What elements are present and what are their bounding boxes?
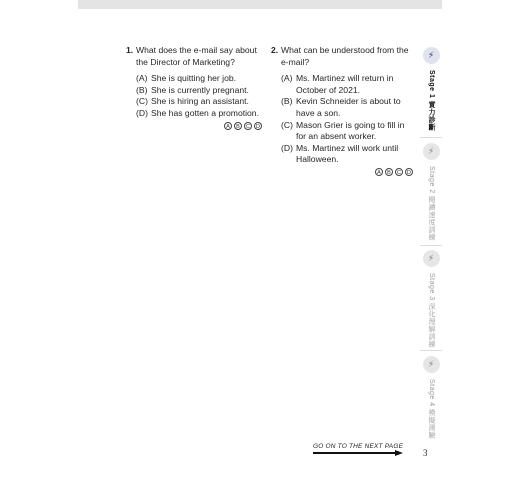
option-letter: (D) bbox=[136, 107, 148, 118]
tab-stage-3[interactable] bbox=[420, 250, 442, 348]
option-text: She is quitting her job. bbox=[151, 73, 237, 84]
option-list bbox=[126, 73, 260, 119]
option-letter: (D) bbox=[281, 142, 293, 153]
option-letter: (A) bbox=[136, 73, 148, 84]
lightning-icon: ⚡︎ bbox=[423, 250, 440, 267]
option-text: She is hiring an assistant. bbox=[151, 96, 249, 107]
lightning-icon: ⚡︎ bbox=[423, 356, 440, 373]
answer-bubbles bbox=[126, 122, 262, 130]
bubble-a[interactable]: A bbox=[224, 122, 232, 130]
bubble-b[interactable]: B bbox=[234, 122, 242, 130]
option-c[interactable] bbox=[281, 120, 411, 143]
tab-stage-1[interactable] bbox=[420, 47, 442, 131]
tab-divider bbox=[420, 137, 442, 138]
bubble-a[interactable]: A bbox=[375, 168, 383, 176]
page-header-bar bbox=[78, 0, 442, 9]
bubble-d[interactable]: D bbox=[405, 168, 413, 176]
option-b[interactable] bbox=[281, 96, 411, 119]
arrow-right-icon bbox=[313, 450, 403, 456]
option-text: She is currently pregnant. bbox=[151, 84, 249, 95]
option-letter: (C) bbox=[281, 119, 293, 130]
option-text: Ms. Martinez will work until Halloween. bbox=[296, 142, 399, 165]
lightning-icon: ⚡︎ bbox=[423, 47, 440, 64]
bubble-c[interactable]: C bbox=[395, 168, 403, 176]
bubble-b[interactable]: B bbox=[385, 168, 393, 176]
option-d[interactable] bbox=[281, 143, 411, 166]
next-page-note: GO ON TO THE NEXT PAGE bbox=[313, 443, 404, 450]
tab-divider bbox=[420, 245, 442, 246]
question-number: 2. bbox=[271, 45, 279, 55]
option-letter: (B) bbox=[281, 96, 293, 107]
tab-label: Stage 2 閱讀速度訓練 bbox=[428, 166, 435, 242]
option-list bbox=[271, 73, 411, 166]
question-text: What does the e-mail say about the Director of Marketing? bbox=[136, 45, 257, 67]
bubble-c[interactable]: C bbox=[244, 122, 252, 130]
tab-label: Stage 1 實力診斷 bbox=[428, 70, 435, 131]
option-letter: (B) bbox=[136, 84, 148, 95]
page-number: 3 bbox=[423, 448, 428, 458]
option-a[interactable] bbox=[136, 73, 260, 85]
lightning-icon: ⚡︎ bbox=[423, 143, 440, 160]
question-text: What can be understood from the e-mail? bbox=[281, 45, 409, 67]
option-letter: (C) bbox=[136, 96, 148, 107]
answer-bubbles bbox=[271, 168, 413, 176]
option-text: She has gotten a promotion. bbox=[151, 107, 259, 118]
question-number: 1. bbox=[126, 45, 134, 55]
option-text: Ms. Martinez will return in October of 2021. bbox=[296, 73, 394, 95]
tab-stage-4[interactable] bbox=[420, 356, 442, 439]
option-d[interactable] bbox=[136, 108, 260, 120]
question-1 bbox=[126, 45, 260, 130]
tab-label: Stage 4 模擬測驗 bbox=[428, 379, 435, 440]
question-2 bbox=[271, 45, 411, 176]
option-b[interactable] bbox=[136, 85, 260, 97]
option-c[interactable] bbox=[136, 96, 260, 108]
tab-divider bbox=[420, 350, 442, 351]
option-a[interactable] bbox=[281, 73, 411, 96]
option-text: Kevin Schneider is about to have a son. bbox=[296, 96, 401, 118]
tab-label: Stage 3 深化理解訓練 bbox=[428, 273, 435, 349]
tab-stage-2[interactable] bbox=[420, 143, 442, 241]
option-letter: (A) bbox=[281, 73, 293, 84]
option-text: Mason Grier is going to fill in for an absent worker. bbox=[296, 119, 405, 142]
bubble-d[interactable]: D bbox=[254, 122, 262, 130]
